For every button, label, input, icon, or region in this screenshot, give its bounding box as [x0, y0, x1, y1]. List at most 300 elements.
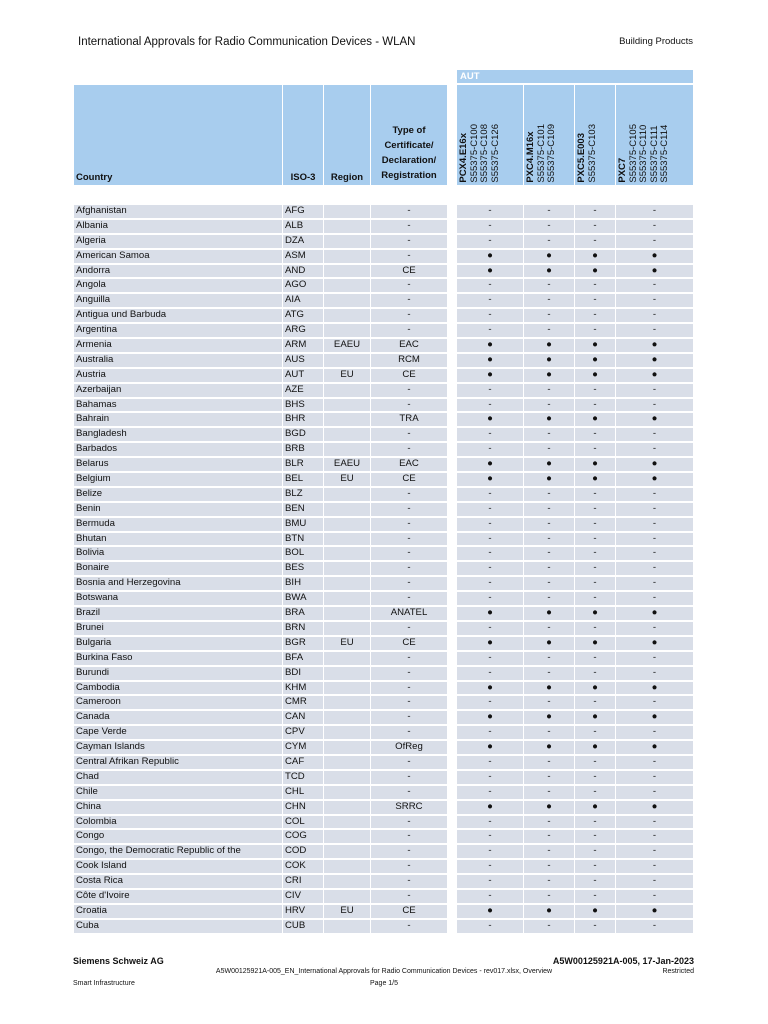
table-row	[0, 695, 768, 710]
product-model: S55375-C100	[468, 124, 480, 183]
approval-mark-pcx4: -	[457, 756, 523, 769]
approval-mark-pxc7: -	[616, 384, 693, 397]
country-cell: Argentina	[74, 324, 282, 337]
iso-cell: DZA	[283, 235, 323, 248]
table-row	[0, 755, 768, 770]
approval-mark-pxc7: ●	[616, 801, 693, 814]
approval-mark-pcx4: -	[457, 205, 523, 218]
approval-mark-pcx4: ●	[457, 458, 523, 471]
approval-mark-pcx4: ●	[457, 905, 523, 918]
approval-mark-pxc5: -	[575, 443, 615, 456]
approval-mark-pxc5: -	[575, 756, 615, 769]
country-cell: Costa Rica	[74, 875, 282, 888]
approval-mark-pxc4: -	[524, 696, 574, 709]
approval-mark-pxc5: -	[575, 622, 615, 635]
country-cell: Albania	[74, 220, 282, 233]
product-model: S55375-C101	[535, 124, 547, 183]
type-cell: EAC	[371, 339, 447, 352]
type-cell: -	[371, 860, 447, 873]
region-cell	[324, 875, 370, 888]
type-cell: ANATEL	[371, 607, 447, 620]
approval-mark-pxc4: -	[524, 488, 574, 501]
approval-mark-pxc4: -	[524, 399, 574, 412]
country-cell: Colombia	[74, 816, 282, 829]
approval-mark-pxc5: -	[575, 577, 615, 590]
approval-mark-pxc5: -	[575, 890, 615, 903]
approval-mark-pxc4: -	[524, 890, 574, 903]
type-cell: -	[371, 622, 447, 635]
country-cell: Bangladesh	[74, 428, 282, 441]
iso-cell: CRI	[283, 875, 323, 888]
country-cell: China	[74, 801, 282, 814]
approval-mark-pcx4: ●	[457, 637, 523, 650]
iso-cell: BOL	[283, 547, 323, 560]
table-row	[0, 666, 768, 681]
country-cell: Cuba	[74, 920, 282, 933]
approval-mark-pxc7: -	[616, 518, 693, 531]
footer-division: Smart Infrastructure	[73, 980, 135, 987]
region-cell	[324, 786, 370, 799]
approval-mark-pcx4: -	[457, 845, 523, 858]
type-cell: CE	[371, 369, 447, 382]
table-row	[0, 546, 768, 561]
approval-mark-pxc5: -	[575, 786, 615, 799]
iso-cell: ARM	[283, 339, 323, 352]
approval-mark-pxc7: ●	[616, 458, 693, 471]
approval-mark-pxc5: ●	[575, 250, 615, 263]
type-cell: -	[371, 250, 447, 263]
approval-mark-pxc7: -	[616, 503, 693, 516]
approval-mark-pxc7: ●	[616, 741, 693, 754]
product-model: S55375-C103	[586, 124, 598, 183]
iso-cell: CIV	[283, 890, 323, 903]
column-header-iso: ISO-3	[283, 85, 323, 185]
approval-mark-pxc7: -	[616, 294, 693, 307]
table-row	[0, 264, 768, 279]
type-cell: -	[371, 682, 447, 695]
product-name: PXC7	[617, 158, 628, 183]
approval-mark-pxc4: -	[524, 577, 574, 590]
approval-mark-pxc4: -	[524, 220, 574, 233]
approval-mark-pcx4: ●	[457, 607, 523, 620]
table-row	[0, 576, 768, 591]
country-cell: Bosnia and Herzegovina	[74, 577, 282, 590]
iso-cell: BRA	[283, 607, 323, 620]
approval-mark-pxc7: -	[616, 577, 693, 590]
table-row	[0, 636, 768, 651]
approval-mark-pxc5: -	[575, 324, 615, 337]
approval-mark-pxc4: -	[524, 294, 574, 307]
approval-mark-pxc5: -	[575, 726, 615, 739]
table-row	[0, 249, 768, 264]
country-cell: Burkina Faso	[74, 652, 282, 665]
table-row	[0, 383, 768, 398]
approval-mark-pcx4: ●	[457, 354, 523, 367]
country-cell: Antigua und Barbuda	[74, 309, 282, 322]
region-cell	[324, 384, 370, 397]
iso-cell: BEN	[283, 503, 323, 516]
approval-mark-pxc5: -	[575, 845, 615, 858]
approval-mark-pcx4: -	[457, 890, 523, 903]
approval-mark-pxc5: ●	[575, 682, 615, 695]
approval-mark-pxc5: -	[575, 503, 615, 516]
approval-mark-pxc4: ●	[524, 339, 574, 352]
region-cell	[324, 652, 370, 665]
country-cell: Chad	[74, 771, 282, 784]
type-cell: -	[371, 920, 447, 933]
iso-cell: BRB	[283, 443, 323, 456]
table-row	[0, 681, 768, 696]
type-cell: CE	[371, 905, 447, 918]
country-cell: Burundi	[74, 667, 282, 680]
approval-mark-pxc4: -	[524, 726, 574, 739]
region-cell	[324, 816, 370, 829]
product-group-label: AUT	[457, 70, 693, 83]
approval-mark-pxc7: -	[616, 890, 693, 903]
approval-mark-pxc4: -	[524, 860, 574, 873]
iso-cell: COG	[283, 830, 323, 843]
iso-cell: CPV	[283, 726, 323, 739]
approval-mark-pxc5: ●	[575, 741, 615, 754]
country-cell: Central Afrikan Republic	[74, 756, 282, 769]
table-row	[0, 904, 768, 919]
table-row	[0, 517, 768, 532]
region-cell	[324, 920, 370, 933]
country-cell: Bulgaria	[74, 637, 282, 650]
iso-cell: COD	[283, 845, 323, 858]
type-cell: -	[371, 503, 447, 516]
approval-mark-pxc5: -	[575, 562, 615, 575]
country-cell: Afghanistan	[74, 205, 282, 218]
approval-mark-pxc4: ●	[524, 250, 574, 263]
country-cell: Belarus	[74, 458, 282, 471]
region-cell	[324, 771, 370, 784]
type-cell: -	[371, 830, 447, 843]
approval-mark-pxc7: -	[616, 324, 693, 337]
country-cell: Brunei	[74, 622, 282, 635]
footer-classification: Restricted	[662, 968, 694, 975]
table-row	[0, 487, 768, 502]
approval-mark-pxc4: -	[524, 771, 574, 784]
approval-mark-pcx4: -	[457, 235, 523, 248]
region-cell	[324, 533, 370, 546]
iso-cell: BES	[283, 562, 323, 575]
approval-mark-pxc4: ●	[524, 473, 574, 486]
country-cell: Bolivia	[74, 547, 282, 560]
approval-mark-pxc5: -	[575, 875, 615, 888]
approval-mark-pxc7: ●	[616, 354, 693, 367]
table-row	[0, 278, 768, 293]
region-cell: EAEU	[324, 458, 370, 471]
iso-cell: CAN	[283, 711, 323, 724]
type-cell: -	[371, 235, 447, 248]
type-cell: -	[371, 562, 447, 575]
region-cell: EU	[324, 473, 370, 486]
approval-mark-pcx4: ●	[457, 265, 523, 278]
approval-mark-pcx4: -	[457, 667, 523, 680]
approval-mark-pxc5: -	[575, 667, 615, 680]
approval-mark-pxc5: -	[575, 830, 615, 843]
country-cell: Canada	[74, 711, 282, 724]
approval-mark-pxc5: -	[575, 205, 615, 218]
iso-cell: CUB	[283, 920, 323, 933]
approval-mark-pxc5: -	[575, 309, 615, 322]
approval-mark-pxc4: -	[524, 816, 574, 829]
type-cell: OfReg	[371, 741, 447, 754]
approval-mark-pxc7: -	[616, 756, 693, 769]
type-cell: -	[371, 547, 447, 560]
type-cell: -	[371, 816, 447, 829]
type-cell: CE	[371, 473, 447, 486]
country-cell: Cayman Islands	[74, 741, 282, 754]
product-model: S55375-C111	[648, 125, 660, 183]
approval-mark-pxc4: -	[524, 562, 574, 575]
approval-mark-pxc7: -	[616, 488, 693, 501]
approval-mark-pxc7: -	[616, 860, 693, 873]
approval-mark-pxc4: -	[524, 845, 574, 858]
table-row	[0, 472, 768, 487]
approval-mark-pxc7: -	[616, 220, 693, 233]
region-cell	[324, 682, 370, 695]
approval-mark-pxc5: ●	[575, 711, 615, 724]
region-cell	[324, 830, 370, 843]
approval-mark-pcx4: ●	[457, 801, 523, 814]
type-cell: EAC	[371, 458, 447, 471]
region-cell: EU	[324, 905, 370, 918]
type-cell: -	[371, 696, 447, 709]
country-cell: Congo	[74, 830, 282, 843]
approval-mark-pxc4: -	[524, 309, 574, 322]
country-cell: Benin	[74, 503, 282, 516]
iso-cell: AFG	[283, 205, 323, 218]
approval-mark-pcx4: -	[457, 562, 523, 575]
region-cell	[324, 250, 370, 263]
type-cell: -	[371, 294, 447, 307]
type-cell: -	[371, 890, 447, 903]
approval-mark-pxc5: -	[575, 920, 615, 933]
approval-mark-pxc7: ●	[616, 682, 693, 695]
region-cell	[324, 845, 370, 858]
product-header-pxc7	[616, 85, 693, 185]
iso-cell: BDI	[283, 667, 323, 680]
region-cell	[324, 741, 370, 754]
approval-mark-pxc4: -	[524, 786, 574, 799]
approval-mark-pxc4: -	[524, 443, 574, 456]
approval-mark-pxc5: -	[575, 696, 615, 709]
approval-mark-pxc7: ●	[616, 473, 693, 486]
approval-mark-pxc7: -	[616, 875, 693, 888]
iso-cell: BMU	[283, 518, 323, 531]
approval-mark-pxc7: ●	[616, 637, 693, 650]
approval-mark-pxc4: ●	[524, 413, 574, 426]
approval-mark-pcx4: -	[457, 294, 523, 307]
country-cell: Armenia	[74, 339, 282, 352]
approval-mark-pxc4: -	[524, 533, 574, 546]
approval-mark-pxc4: ●	[524, 801, 574, 814]
approval-mark-pxc7: -	[616, 235, 693, 248]
approval-mark-pxc7: ●	[616, 369, 693, 382]
approval-mark-pxc4: ●	[524, 741, 574, 754]
region-cell	[324, 324, 370, 337]
approval-mark-pxc4: -	[524, 205, 574, 218]
region-cell	[324, 801, 370, 814]
approval-mark-pxc5: -	[575, 592, 615, 605]
approval-mark-pxc5: ●	[575, 354, 615, 367]
approval-mark-pcx4: -	[457, 443, 523, 456]
iso-cell: BTN	[283, 533, 323, 546]
approval-mark-pcx4: -	[457, 279, 523, 292]
table-row	[0, 740, 768, 755]
type-cell: -	[371, 771, 447, 784]
approval-mark-pxc4: ●	[524, 682, 574, 695]
approval-mark-pxc4: -	[524, 279, 574, 292]
table-row	[0, 651, 768, 666]
product-name: PCX4.E16x	[458, 133, 469, 183]
approval-mark-pxc4: ●	[524, 711, 574, 724]
approval-mark-pxc4: -	[524, 920, 574, 933]
approval-mark-pxc4: ●	[524, 637, 574, 650]
approval-mark-pxc4: -	[524, 830, 574, 843]
approval-mark-pcx4: -	[457, 860, 523, 873]
approval-mark-pcx4: -	[457, 324, 523, 337]
iso-cell: CHN	[283, 801, 323, 814]
iso-cell: AND	[283, 265, 323, 278]
iso-cell: BIH	[283, 577, 323, 590]
region-cell	[324, 428, 370, 441]
approval-mark-pcx4: -	[457, 622, 523, 635]
approval-mark-pxc4: -	[524, 652, 574, 665]
approval-mark-pxc4: -	[524, 622, 574, 635]
approval-mark-pxc5: -	[575, 235, 615, 248]
type-cell: -	[371, 652, 447, 665]
approval-mark-pcx4: -	[457, 399, 523, 412]
approval-mark-pxc7: -	[616, 652, 693, 665]
table-row	[0, 785, 768, 800]
approval-mark-pxc5: -	[575, 294, 615, 307]
country-cell: Croatia	[74, 905, 282, 918]
region-cell	[324, 696, 370, 709]
page-header-title: International Approvals for Radio Communication Devices - WLAN	[78, 36, 416, 48]
country-cell: Belize	[74, 488, 282, 501]
product-model: S55375-C105	[627, 124, 639, 183]
footer-company: Siemens Schweiz AG	[73, 956, 164, 966]
region-cell	[324, 592, 370, 605]
approval-mark-pcx4: -	[457, 830, 523, 843]
iso-cell: BLR	[283, 458, 323, 471]
region-cell	[324, 890, 370, 903]
table-row	[0, 427, 768, 442]
approval-mark-pxc7: ●	[616, 265, 693, 278]
approval-mark-pxc5: -	[575, 279, 615, 292]
iso-cell: BLZ	[283, 488, 323, 501]
approval-mark-pcx4: -	[457, 503, 523, 516]
table-row	[0, 844, 768, 859]
approval-mark-pxc7: -	[616, 399, 693, 412]
approval-mark-pcx4: -	[457, 920, 523, 933]
iso-cell: BWA	[283, 592, 323, 605]
iso-cell: BGD	[283, 428, 323, 441]
approval-mark-pxc4: ●	[524, 458, 574, 471]
approval-mark-pxc4: -	[524, 592, 574, 605]
iso-cell: BHR	[283, 413, 323, 426]
iso-cell: AUS	[283, 354, 323, 367]
product-model: S55375-C109	[546, 124, 558, 183]
approval-mark-pxc7: -	[616, 622, 693, 635]
iso-cell: KHM	[283, 682, 323, 695]
iso-cell: AIA	[283, 294, 323, 307]
footer-document-id: A5W00125921A-005, 17-Jan-2023	[552, 956, 694, 966]
approval-mark-pcx4: -	[457, 488, 523, 501]
region-cell	[324, 279, 370, 292]
approval-mark-pxc5: -	[575, 652, 615, 665]
iso-cell: HRV	[283, 905, 323, 918]
table-row	[0, 457, 768, 472]
approval-mark-pxc4: ●	[524, 265, 574, 278]
approval-mark-pxc4: -	[524, 518, 574, 531]
approval-mark-pxc7: -	[616, 830, 693, 843]
country-cell: Anguilla	[74, 294, 282, 307]
table-row	[0, 606, 768, 621]
approval-mark-pxc4: -	[524, 756, 574, 769]
approval-mark-pcx4: -	[457, 533, 523, 546]
product-model: S55375-C126	[489, 124, 501, 183]
column-header-region: Region	[324, 85, 370, 185]
approval-mark-pxc7: -	[616, 816, 693, 829]
table-row	[0, 353, 768, 368]
iso-cell: CHL	[283, 786, 323, 799]
iso-cell: BEL	[283, 473, 323, 486]
region-cell	[324, 667, 370, 680]
approval-mark-pcx4: -	[457, 518, 523, 531]
approval-mark-pcx4: ●	[457, 413, 523, 426]
region-cell	[324, 235, 370, 248]
region-cell: EAEU	[324, 339, 370, 352]
type-cell: -	[371, 220, 447, 233]
country-cell: Côte d'Ivoire	[74, 890, 282, 903]
table-row	[0, 859, 768, 874]
approval-mark-pxc5: ●	[575, 413, 615, 426]
type-cell: -	[371, 756, 447, 769]
approval-mark-pxc5: ●	[575, 607, 615, 620]
approval-mark-pxc5: -	[575, 533, 615, 546]
approval-mark-pxc4: -	[524, 667, 574, 680]
approval-mark-pxc4: -	[524, 428, 574, 441]
product-model: S55375-C110	[638, 125, 650, 183]
approval-mark-pxc5: -	[575, 488, 615, 501]
approval-mark-pcx4: ●	[457, 741, 523, 754]
table-row	[0, 874, 768, 889]
iso-cell: AGO	[283, 279, 323, 292]
iso-cell: BGR	[283, 637, 323, 650]
iso-cell: COK	[283, 860, 323, 873]
country-cell: Andorra	[74, 265, 282, 278]
type-cell: -	[371, 592, 447, 605]
approval-mark-pxc7: -	[616, 696, 693, 709]
table-row	[0, 338, 768, 353]
type-cell: -	[371, 786, 447, 799]
table-row	[0, 829, 768, 844]
country-cell: Congo, the Democratic Republic of the	[74, 845, 282, 858]
approval-mark-pxc5: ●	[575, 637, 615, 650]
approval-mark-pxc4: -	[524, 384, 574, 397]
approval-mark-pcx4: -	[457, 696, 523, 709]
approval-mark-pcx4: -	[457, 816, 523, 829]
region-cell	[324, 622, 370, 635]
type-cell: -	[371, 428, 447, 441]
approval-mark-pxc4: ●	[524, 905, 574, 918]
approval-mark-pxc4: -	[524, 235, 574, 248]
approval-mark-pxc4: ●	[524, 607, 574, 620]
